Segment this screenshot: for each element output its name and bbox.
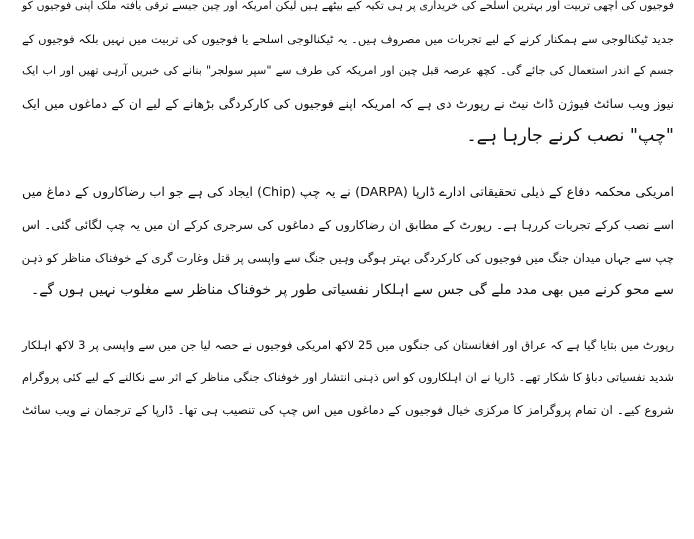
paragraph <box>22 0 674 153</box>
text-line: نیوز ویب سائٹ فیوژن ڈاٹ نیٹ نے رپورٹ دی ہے کہ امریکہ اپنے فوجیوں کی کارکردگی بڑھانے کے لیے ان کے دماغوں میں ایک <box>22 95 674 111</box>
text-line: فوجیوں کی اچھی تربیت اور بہترین اسلحے کی خریداری پر ہی تکیہ کیے بیٹھے ہیں لیکن امریکہ اور چین جیسے ترقی یافتہ ملک اپنی فوجیوں کو <box>22 0 674 12</box>
text-line: جدید ٹیکنالوجی سے ہمکنار کرنے کے لیے تجربات میں مصروف ہیں۔ یہ ٹیکنالوجی اسلحے یا فوجیوں کی تربیت میں نہیں بلکہ فوجیوں کے <box>22 31 674 46</box>
text-line: امریکی محکمہ دفاع کے ذیلی تحقیقاتی ادارے ڈارپا (DARPA) نے یہ چپ (Chip) ایجاد کی ہے جو اب رضاکاروں کے دماغ میں <box>22 184 674 200</box>
text-line: چپ سے جہاں میدان جنگ میں فوجیوں کی کارکردگی بہتر ہوگی وہیں جنگ سے واپسی پر قتل وغارت گری کے خوفناک مناظر کو ذہن <box>21 250 674 265</box>
text-line: شروع کیے۔ ان تمام پروگرامز کا مرکزی خیال فوجیوں کے دماغوں میں اس چپ کی تنصیب ہی تھا۔ ڈارپا کے ترجمان نے ویب سائٹ <box>22 402 674 417</box>
text-line: "چپ" نصب کرنے جارہا ہے۔ <box>466 126 674 146</box>
text-line: جسم کے اندر استعمال کی جائے گی۔ کچھ عرصہ قبل چین اور امریکہ کی طرف سے "سپر سولجر" بنانے کی خبریں آرہی تھیں اور اب ایک <box>22 64 674 77</box>
paragraph <box>22 177 674 307</box>
text-line: اسے نصب کرکے تجربات کررہا ہے۔ رپورٹ کے مطابق ان رضاکاروں کے دماغوں کی سرجری کرکے ان میں یہ چپ لگائی گئی۔ اس <box>22 218 674 232</box>
paragraph <box>22 329 674 427</box>
text-line: شدید نفسیاتی دباؤ کا شکار تھے۔ ڈارپا نے ان اہلکاروں کو اس ذہنی انتشار اور خوفناک جنگی مناظر کے اثر سے نکالنے کے لیے کئی پروگرام <box>22 370 674 384</box>
text-line: رپورٹ میں بتایا گیا ہے کہ عراق اور افغانستان کی جنگوں میں 25 لاکھ امریکی فوجیوں نے حصہ لیا جن میں سے واپسی پر 3 لاکھ اہلکار <box>22 337 674 352</box>
text-line: سے محو کرنے میں بھی مدد ملے گی جس سے اہلکار نفسیاتی طور پر خوفناک مناظر سے مغلوب نہیں ہوں گے۔ <box>30 282 674 298</box>
